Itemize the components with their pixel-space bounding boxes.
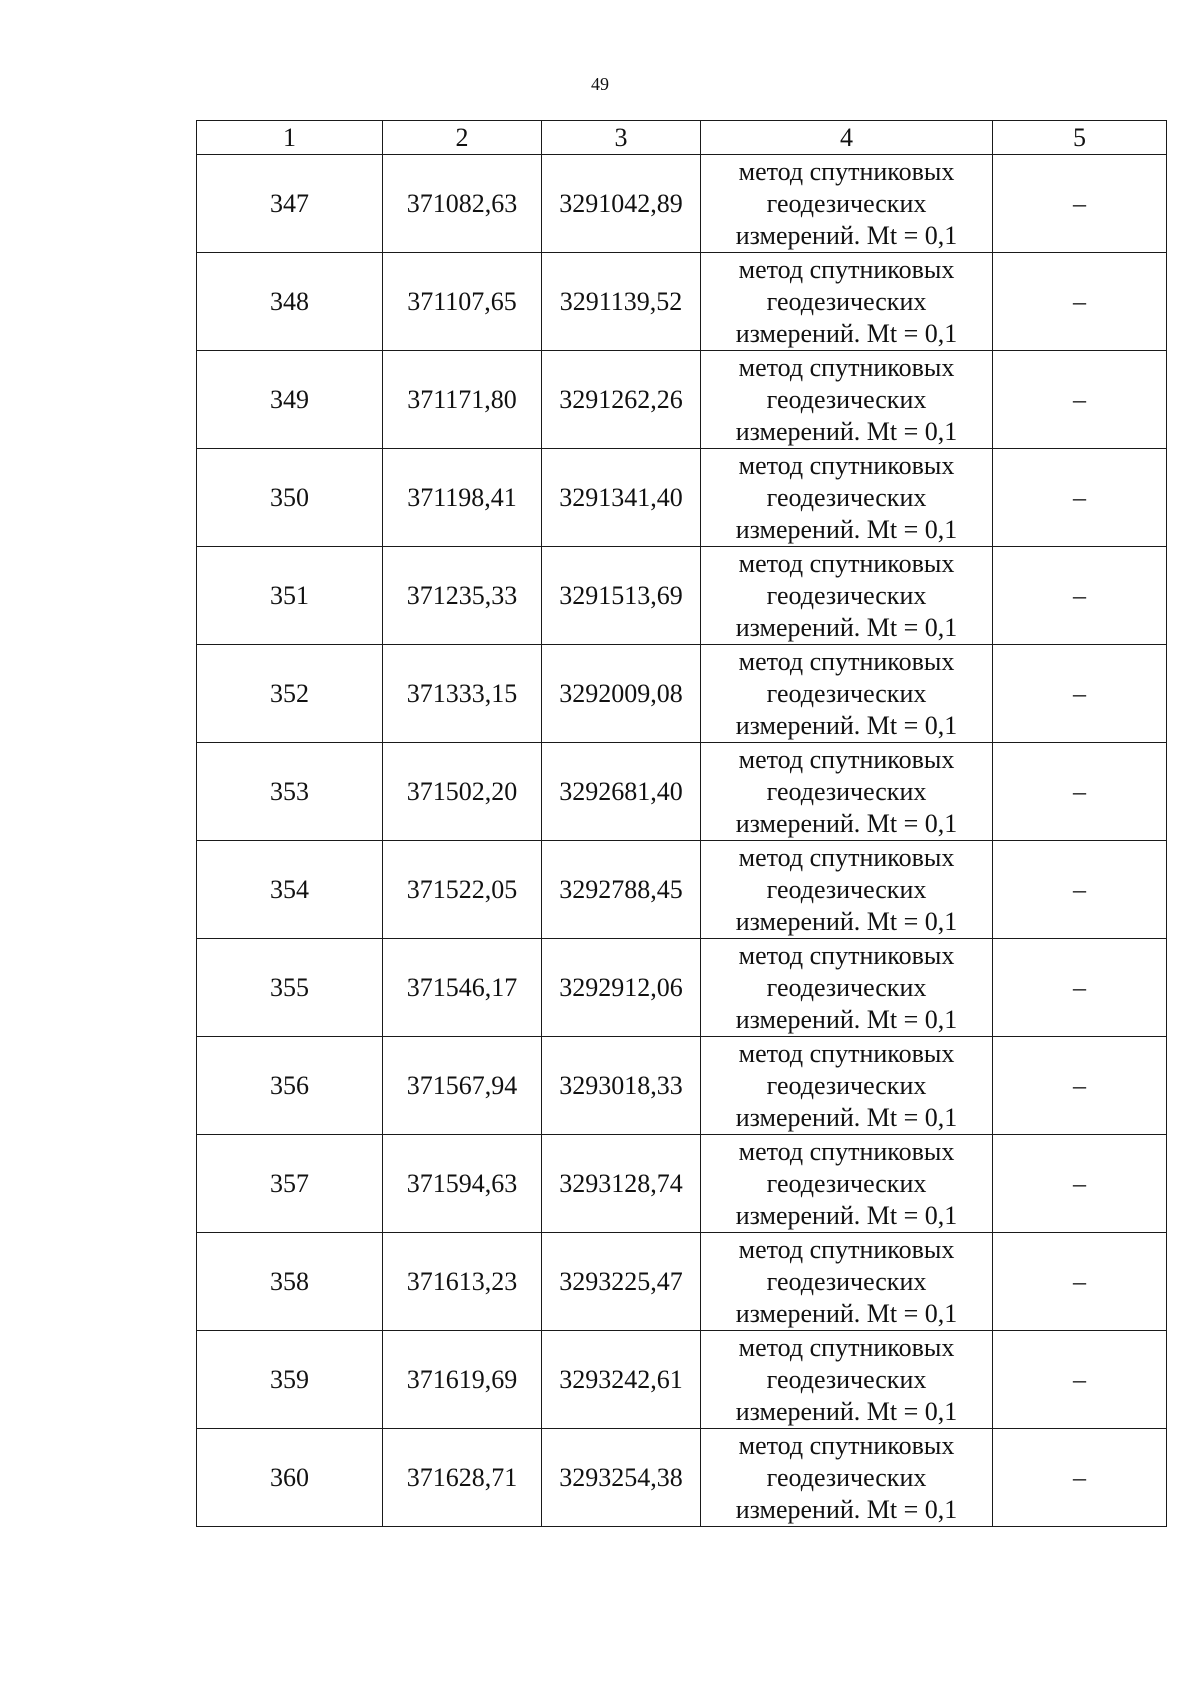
point-number-cell: 360 — [197, 1429, 383, 1527]
y-coordinate-cell: 3293128,74 — [542, 1135, 701, 1233]
method-text-line: измерений. Mt = 0,1 — [735, 906, 958, 936]
table-row — [197, 155, 1167, 253]
point-number-cell: 351 — [197, 547, 383, 645]
y-coordinate-cell: 3292681,40 — [542, 743, 701, 841]
point-number-cell: 349 — [197, 351, 383, 449]
method-cell — [701, 743, 993, 841]
x-coordinate-cell: 371333,15 — [383, 645, 542, 743]
y-coordinate-cell: 3291262,26 — [542, 351, 701, 449]
method-text-line: метод спутниковых — [738, 1332, 955, 1362]
y-coordinate-cell: 3293242,61 — [542, 1331, 701, 1429]
y-coordinate-cell: 3293225,47 — [542, 1233, 701, 1331]
point-number-cell: 356 — [197, 1037, 383, 1135]
table-row — [197, 253, 1167, 351]
note-cell: – — [993, 1037, 1167, 1135]
table-row — [197, 449, 1167, 547]
table-row — [197, 1135, 1167, 1233]
table-row — [197, 1037, 1167, 1135]
column-header: 2 — [383, 121, 542, 155]
method-text-line: метод спутниковых — [738, 450, 955, 480]
point-number-cell: 358 — [197, 1233, 383, 1331]
note-cell: – — [993, 1135, 1167, 1233]
method-text-line: измерений. Mt = 0,1 — [735, 1102, 958, 1132]
note-cell: – — [993, 1331, 1167, 1429]
note-cell: – — [993, 547, 1167, 645]
y-coordinate-cell: 3291513,69 — [542, 547, 701, 645]
y-coordinate-cell: 3291341,40 — [542, 449, 701, 547]
method-text-line: геодезических — [766, 1364, 927, 1394]
method-cell — [701, 547, 993, 645]
method-text-line: измерений. Mt = 0,1 — [735, 612, 958, 642]
note-cell: – — [993, 743, 1167, 841]
method-text-line: геодезических — [766, 874, 927, 904]
y-coordinate-cell: 3293018,33 — [542, 1037, 701, 1135]
method-text-line: геодезических — [766, 1070, 927, 1100]
point-number-cell: 359 — [197, 1331, 383, 1429]
method-cell — [701, 841, 993, 939]
method-text-line: метод спутниковых — [738, 156, 955, 186]
table-row — [197, 939, 1167, 1037]
x-coordinate-cell: 371628,71 — [383, 1429, 542, 1527]
method-text-line: геодезических — [766, 1462, 927, 1492]
method-text-line: измерений. Mt = 0,1 — [735, 1298, 958, 1328]
x-coordinate-cell: 371613,23 — [383, 1233, 542, 1331]
method-cell — [701, 1331, 993, 1429]
method-text-line: геодезических — [766, 1266, 927, 1296]
method-text-line: метод спутниковых — [738, 940, 955, 970]
method-text-line: метод спутниковых — [738, 646, 955, 676]
method-cell — [701, 1037, 993, 1135]
point-number-cell: 353 — [197, 743, 383, 841]
page-number: 49 — [591, 74, 609, 94]
point-number-cell: 348 — [197, 253, 383, 351]
method-text-line: геодезических — [766, 776, 927, 806]
table-row — [197, 645, 1167, 743]
table-row — [197, 1331, 1167, 1429]
note-cell: – — [993, 939, 1167, 1037]
column-header: 1 — [197, 121, 383, 155]
note-cell: – — [993, 155, 1167, 253]
method-text-line: геодезических — [766, 286, 927, 316]
table-row — [197, 1429, 1167, 1527]
method-text-line: геодезических — [766, 678, 927, 708]
table-row — [197, 841, 1167, 939]
table-header-row — [197, 121, 1167, 155]
method-text-line: измерений. Mt = 0,1 — [735, 220, 958, 250]
note-cell: – — [993, 253, 1167, 351]
method-text-line: геодезических — [766, 188, 927, 218]
table-body — [197, 155, 1167, 1527]
method-cell — [701, 155, 993, 253]
x-coordinate-cell: 371546,17 — [383, 939, 542, 1037]
method-text-line: метод спутниковых — [738, 1430, 955, 1460]
x-coordinate-cell: 371594,63 — [383, 1135, 542, 1233]
method-text-line: измерений. Mt = 0,1 — [735, 514, 958, 544]
coordinates-table — [196, 120, 1167, 1527]
method-text-line: метод спутниковых — [738, 548, 955, 578]
note-cell: – — [993, 1233, 1167, 1331]
method-text-line: измерений. Mt = 0,1 — [735, 710, 958, 740]
table-row — [197, 351, 1167, 449]
method-text-line: измерений. Mt = 0,1 — [735, 808, 958, 838]
column-header: 5 — [993, 121, 1167, 155]
method-text-line: метод спутниковых — [738, 744, 955, 774]
note-cell: – — [993, 1429, 1167, 1527]
note-cell: – — [993, 645, 1167, 743]
y-coordinate-cell: 3292009,08 — [542, 645, 701, 743]
method-text-line: измерений. Mt = 0,1 — [735, 1396, 958, 1426]
y-coordinate-cell: 3291042,89 — [542, 155, 701, 253]
y-coordinate-cell: 3291139,52 — [542, 253, 701, 351]
method-text-line: геодезических — [766, 972, 927, 1002]
point-number-cell: 352 — [197, 645, 383, 743]
method-cell — [701, 351, 993, 449]
y-coordinate-cell: 3292788,45 — [542, 841, 701, 939]
x-coordinate-cell: 371082,63 — [383, 155, 542, 253]
column-header: 4 — [701, 121, 993, 155]
x-coordinate-cell: 371502,20 — [383, 743, 542, 841]
method-text-line: геодезических — [766, 482, 927, 512]
column-header: 3 — [542, 121, 701, 155]
method-text-line: метод спутниковых — [738, 1234, 955, 1264]
point-number-cell: 354 — [197, 841, 383, 939]
method-text-line: измерений. Mt = 0,1 — [735, 318, 958, 348]
note-cell: – — [993, 351, 1167, 449]
point-number-cell: 350 — [197, 449, 383, 547]
y-coordinate-cell: 3292912,06 — [542, 939, 701, 1037]
method-cell — [701, 253, 993, 351]
method-cell — [701, 1135, 993, 1233]
method-text-line: метод спутниковых — [738, 842, 955, 872]
method-text-line: метод спутниковых — [738, 352, 955, 382]
table-row — [197, 547, 1167, 645]
x-coordinate-cell: 371567,94 — [383, 1037, 542, 1135]
method-text-line: измерений. Mt = 0,1 — [735, 1004, 958, 1034]
point-number-cell: 347 — [197, 155, 383, 253]
point-number-cell: 357 — [197, 1135, 383, 1233]
method-text-line: геодезических — [766, 1168, 927, 1198]
method-cell — [701, 1233, 993, 1331]
method-text-line: измерений. Mt = 0,1 — [735, 416, 958, 446]
x-coordinate-cell: 371171,80 — [383, 351, 542, 449]
x-coordinate-cell: 371619,69 — [383, 1331, 542, 1429]
method-text-line: метод спутниковых — [738, 254, 955, 284]
method-text-line: метод спутниковых — [738, 1136, 955, 1166]
y-coordinate-cell: 3293254,38 — [542, 1429, 701, 1527]
method-text-line: геодезических — [766, 384, 927, 414]
x-coordinate-cell: 371522,05 — [383, 841, 542, 939]
method-cell — [701, 449, 993, 547]
method-text-line: измерений. Mt = 0,1 — [735, 1200, 958, 1230]
point-number-cell: 355 — [197, 939, 383, 1037]
method-cell — [701, 939, 993, 1037]
method-cell — [701, 645, 993, 743]
x-coordinate-cell: 371235,33 — [383, 547, 542, 645]
method-text-line: измерений. Mt = 0,1 — [735, 1494, 958, 1524]
x-coordinate-cell: 371107,65 — [383, 253, 542, 351]
table-row — [197, 743, 1167, 841]
note-cell: – — [993, 449, 1167, 547]
x-coordinate-cell: 371198,41 — [383, 449, 542, 547]
table-row — [197, 1233, 1167, 1331]
method-text-line: метод спутниковых — [738, 1038, 955, 1068]
note-cell: – — [993, 841, 1167, 939]
method-cell — [701, 1429, 993, 1527]
method-text-line: геодезических — [766, 580, 927, 610]
